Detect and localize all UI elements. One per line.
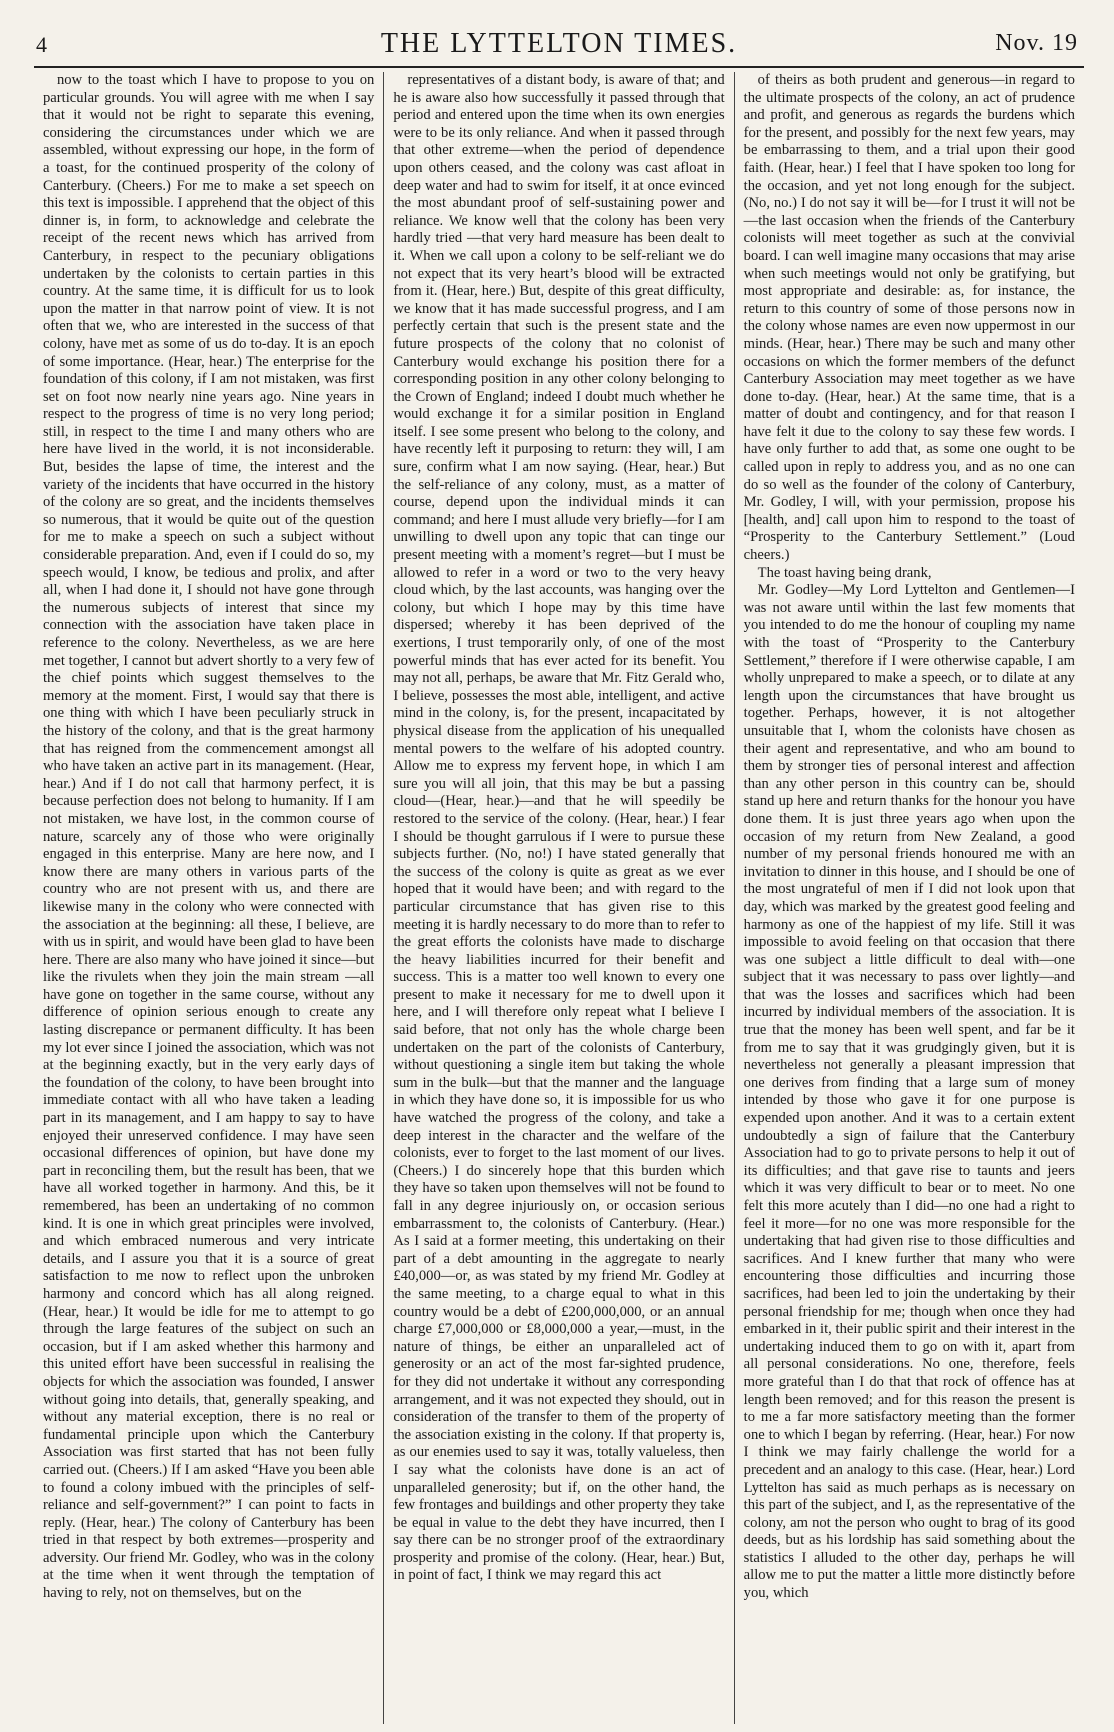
column-3-paragraph-2: The toast having being drank, xyxy=(757,564,932,581)
column-3-paragraph-3: Mr. Godley—My Lord Lyttelton and Gentlemen—I was not aware until within the last few moments that you intended to do me the honour of coupling my name with the toast of “Prosperity to the Canterbury Settlement,” therefore if I were otherwise capable, I am wholly unprepared to make a speech, or to dilate at any length upon the circumstances that have brought us together. Perhaps, however, it is not altogether unsuitable that I, whom the colonists have chosen as their agent and representative, and who am bound to them by stronger ties of personal interest and affection than any other person in this country can be, should stand up here and return thanks for the honour you have done them. It is just three years ago when upon the occasion of my return from New Zealand, a good number of my personal friends honoured me with an invitation to dinner in this house, and I should be one of the most ungrateful of men if I did not look upon that day, which was marked by the greatest good feeling and harmony as one of the happiest of my life. Still it was impossible to avoid feeling on that occasion that there was one subject a little difficult to deal with—one subject that it was necessary to pass over lightly—and that was the losses and sacrifices which had been incurred by individual members of the association. It is true that the money has been well spent, and far be it from me to say that it was grudgingly given, but it is nevertheless not generally a pleasant impression that one derives from finding that a large sum of money intended by those who gave it for one purpose is expended upon another. And it was to a certain extent undoubtedly a sign of failure that the Canterbury Association had to go to private persons to help it out of its difficulties; and that gave rise to taunts and jeers which it was very difficult to bear or to meet. No one felt this more acutely than I did—no one had a right to feel it more—for no one was more responsible for the undertaking that had given rise to those difficulties and sacrifices. And I knew further that many who were encountering those difficulties and incurring those sacrifices, had been led to join the undertaking by their personal friendship for me; though when once they had embarked in it, their public spirit and their interest in the undertaking induced them to go on with it, apart from all personal considerations. No one, therefore, feels more grateful than I do that that rock of offence has at length been removed; and for this reason the present is to me a far more satisfactory meeting than the former one to which I began by referring. (Hear, hear.) For now I think we may fairly challenge the world for a precedent and an analogy to this case. (Hear, hear.) Lord Lyttelton has said as much perhaps as is necessary on this part of the subject, and I, as the representative of the colony, am not the person who ought to brag of its good deeds, but as his lordship has said something about the statistics I alluded to the other day, perhaps he will allow me to put the matter a little more distinctly before you, which xyxy=(743,582,1075,1602)
newspaper-title: THE LYTTELTON TIMES. xyxy=(380,28,738,59)
column-1 xyxy=(34,72,383,1724)
column-3 xyxy=(734,72,1084,1724)
page-number: 4 xyxy=(36,32,47,57)
column-3-paragraph-1: of theirs as both prudent and generous—in regard to the ultimate prospects of the colony, an act of prudence and profit, and generous as regards the burdens which for the present, and possibly for the next few years, may be embarrassing to them, and a trial upon their good faith. (Hear, hear.) I feel that I have spoken too long for the occasion, and yet not long enough for the subject. (No, no.) I do not say it will be—for I trust it will not be—the last occasion when the friends of the Canterbury colonists will meet together as such at the convivial board. I can well imagine many occasions that may arise when such meetings would not only be gratifying, but most appropriate and desirable: as, for instance, the return to this country of some of those persons now in the colony whose names are even now uppermost in our minds. (Hear, hear.) There may be such and many other occasions on which the former members of the defunct Canterbury Association may meet together as we have done to-day. (Hear, hear.) At the same time, that is a matter of doubt and contingency, and for that reason I have felt it due to the colony to say these few words. I have only further to add that, as some one ought to be called upon in reply to address you, and as no one can do so well as the founder of the colony of Canterbury, Mr. Godley, I will, with your permission, propose his [health, and] call upon him to respond to the toast of “Prosperity to the Canterbury Settlement.” (Loud cheers.) xyxy=(743,72,1075,564)
column-1-paragraph-1: now to the toast which I have to propose to you on particular grounds. You will agree with me when I say that it would not be right to separate this evening, considering the circumstances under which we are assembled, without expressing our hope, in the form of a toast, for the continued prosperity of the colony of Canterbury. (Cheers.) For me to make a set speech on this text is impossible. I apprehend that the object of this dinner is, in form, to acknowledge and celebrate the receipt of the recent news which has arrived from Canterbury, in respect to the pecuniary obligations undertaken by the colonists to certain parties in this country. At the same time, it is difficult for us to look upon the matter in that narrow point of view. It is not often that we, who are interested in the success of that colony, have met as some of us do to-day. It is an epoch of some importance. (Hear, hear.) The enterprise for the foundation of this colony, if I am not mistaken, was first set on foot now nearly nine years ago. Nine years in respect to the progress of time is no very long period; still, in respect to the time I and many others who are here have lived in the world, it is not inconsiderable. But, besides the lapse of time, the interest and the variety of the incidents that have occurred in the history of the colony are so great, and the incidents themselves so numerous, that it would be quite out of the question for me to make a speech on such a subject without considerable preparation. And, even if I could do so, my speech would, I know, be tedious and prolix, and after all, when I had done it, I should not have gone through the numerous subjects of interest that since my connection with the association have taken place in reference to the colony. Nevertheless, as we are here met together, I cannot but advert shortly to a very few of the chief points which suggest themselves to the memory at the moment. First, I would say that there is one thing with which I have been peculiarly struck in the history of the colony, and that is the great harmony that has reigned from the commencement amongst all who have taken an active part in its management. (Hear, hear.) And if I do not call that harmony perfect, it is because perfection does not belong to humanity. If I am not mistaken, we have lost, in the common course of nature, scarcely any of those who were originally engaged in this enterprise. Many are here now, and I know there are many others in various parts of the country who are not present with us, and there are likewise many in the colony who were connected with the association at the beginning: all these, I believe, are with us in spirit, and would have been glad to have been here. There are also many who have joined it since—but like the rivulets when they join the main stream —all have gone on together in the same course, without any difference of opinion serious enough to create any lasting discrepance or permanent difficulty. It has been my lot ever since I joined the association, which was not at the beginning exactly, but in the very early days of the foundation of the colony, to have been brought into immediate contact with all who have taken a leading part in its management, and I am happy to say to have enjoyed their unreserved confidence. I may have seen occasional differences of opinion, but have done my part in reconciling them, but the result has been, that we have all worked together in harmony. And this, be it remembered, has been an undertaking of no common kind. It is one in which great principles were involved, and which embraced numerous and very intricate details, and I assure you that it is a source of great satisfaction to me now to reflect upon the unbroken harmony and concord which has all along reigned. (Hear, hear.) It would be idle for me to attempt to go through the large features of the subject on such an occasion, but if I am asked whether this harmony and this united effort have been successful in realising the objects for which the association was founded, I answer without going into details, that, generally speaking, and without any material exception, there is no real or fundamental principle upon which the Canterbury Association was first started that has not been fully carried out. (Cheers.) If I am asked “Have you been able to found a colony imbued with the principles of self-reliance and self-government?” I can point to facts in reply. (Hear, hear.) The colony of Canterbury has been tried in that respect by both extremes—prosperity and adversity. Our friend Mr. Godley, who was in the colony at the time when it went through the temptation of having to rely, not on themselves, but on the xyxy=(43,72,375,1602)
masthead xyxy=(34,18,1084,68)
article-columns xyxy=(34,72,1084,1724)
column-2 xyxy=(383,72,733,1724)
column-2-paragraph-1: representatives of a distant body, is aware of that; and he is aware also how successfully it passed through that period and entered upon the time when its own energies were to be its only reliance. And when it passed through that other extreme—when the period of dependence upon others ceased, and the colony was cast afloat in deep water and had to swim for itself, it at once evinced the most abundant proof of self-sustaining power and reliance. We know well that the colony has been very hardly tried —that very hard measure has been dealt to it. When we call upon a colony to be self-reliant we do not expect that its very heart’s blood will be extracted from it. (Hear, here.) But, despite of this great difficulty, we know that it has made successful progress, and I am perfectly certain that such is the present state and the future prospects of the colony that no colonist of Canterbury would exchange his position there for a corresponding position in any other colony belonging to the Crown of England; indeed I doubt much whether he would exchange it for a similar position in England itself. I see some present who belong to the colony, and have recently left it purposing to return: they will, I am sure, confirm what I am now saying. (Hear, hear.) But the self-reliance of any colony, must, as a matter of course, depend upon the individual minds it can command; and here I must allude very briefly—for I am unwilling to dwell upon any topic that can tinge our present meeting with a moment’s regret—but I must be allowed to refer in a word or two to the very heavy cloud which, by the last accounts, was hanging over the colony, but which I hope may by this time have dispersed; whereby it has been deprived of the exertions, I trust temporarily only, of one of the most powerful minds that has ever acted for its benefit. You may not all, perhaps, be aware that Mr. Fitz Gerald who, I believe, possesses the most able, intelligent, and active mind in the colony, is, for the present, incapacitated by physical disease from the application of his unequalled mental powers to the welfare of his adopted country. Allow me to express my fervent hope, in which I am sure you will all join, that this may be but a passing cloud—(Hear, hear.)—and that he will speedily be restored to the service of the colony. (Hear, hear.) I fear I should be thought garrulous if I were to pursue these subjects further. (No, no!) I have stated generally that the success of the colony is quite as great as we ever hoped that it would have been; and with regard to the particular circumstance that has given rise to this meeting it is hardly necessary to do more than to refer to the great efforts the colonists have made to discharge the heavy liabilities incurred for their benefit and success. This is a matter too well known to every one present to make it necessary for me to dwell upon it here, and I will therefore only repeat what I believe I said before, that not only has the whole charge been undertaken on the part of the colonists of Canterbury, without questioning a single item but taking the whole sum in the bulk—but that the manner and the language in which they have done so, it is impossible for us who have watched the progress of the colony, and take a deep interest in the character and the welfare of the colonists, ever to forget to the last moment of our lives. (Cheers.) I do sincerely hope that this burden which they have so taken upon themselves will not be found to fall in any degree injuriously on, or occasion serious embarrassment to, the colonists of Canterbury. (Hear.) As I said at a former meeting, this undertaking on their part of a debt amounting in the aggregate to nearly £40,000—or, as was stated by my friend Mr. Godley at the same meeting, to a charge equal to what in this country would be a debt of £200,000,000, or an annual charge £7,000,000 or £8,000,000 a year,—must, in the nature of things, be either an unparalleled act of generosity or an act of the most far-sighted prudence, for they did not undertake it without any corresponding arrangement, and it was not expected they should, out in consideration of the transfer to them of the property of the association existing in the colony. If that property is, as our enemies used to say it was, totally valueless, then I say what the colonists have done is an act of unparalleled generosity; but if, on the other hand, the few frontages and buildings and other property they take be equal in value to the debt they have incurred, then I say there can be no stronger proof of the extraordinary prosperity and promise of the colony. (Hear, hear.) But, in point of fact, I think we may regard this act xyxy=(393,72,725,1584)
issue-date: Nov. 19 xyxy=(995,30,1078,56)
